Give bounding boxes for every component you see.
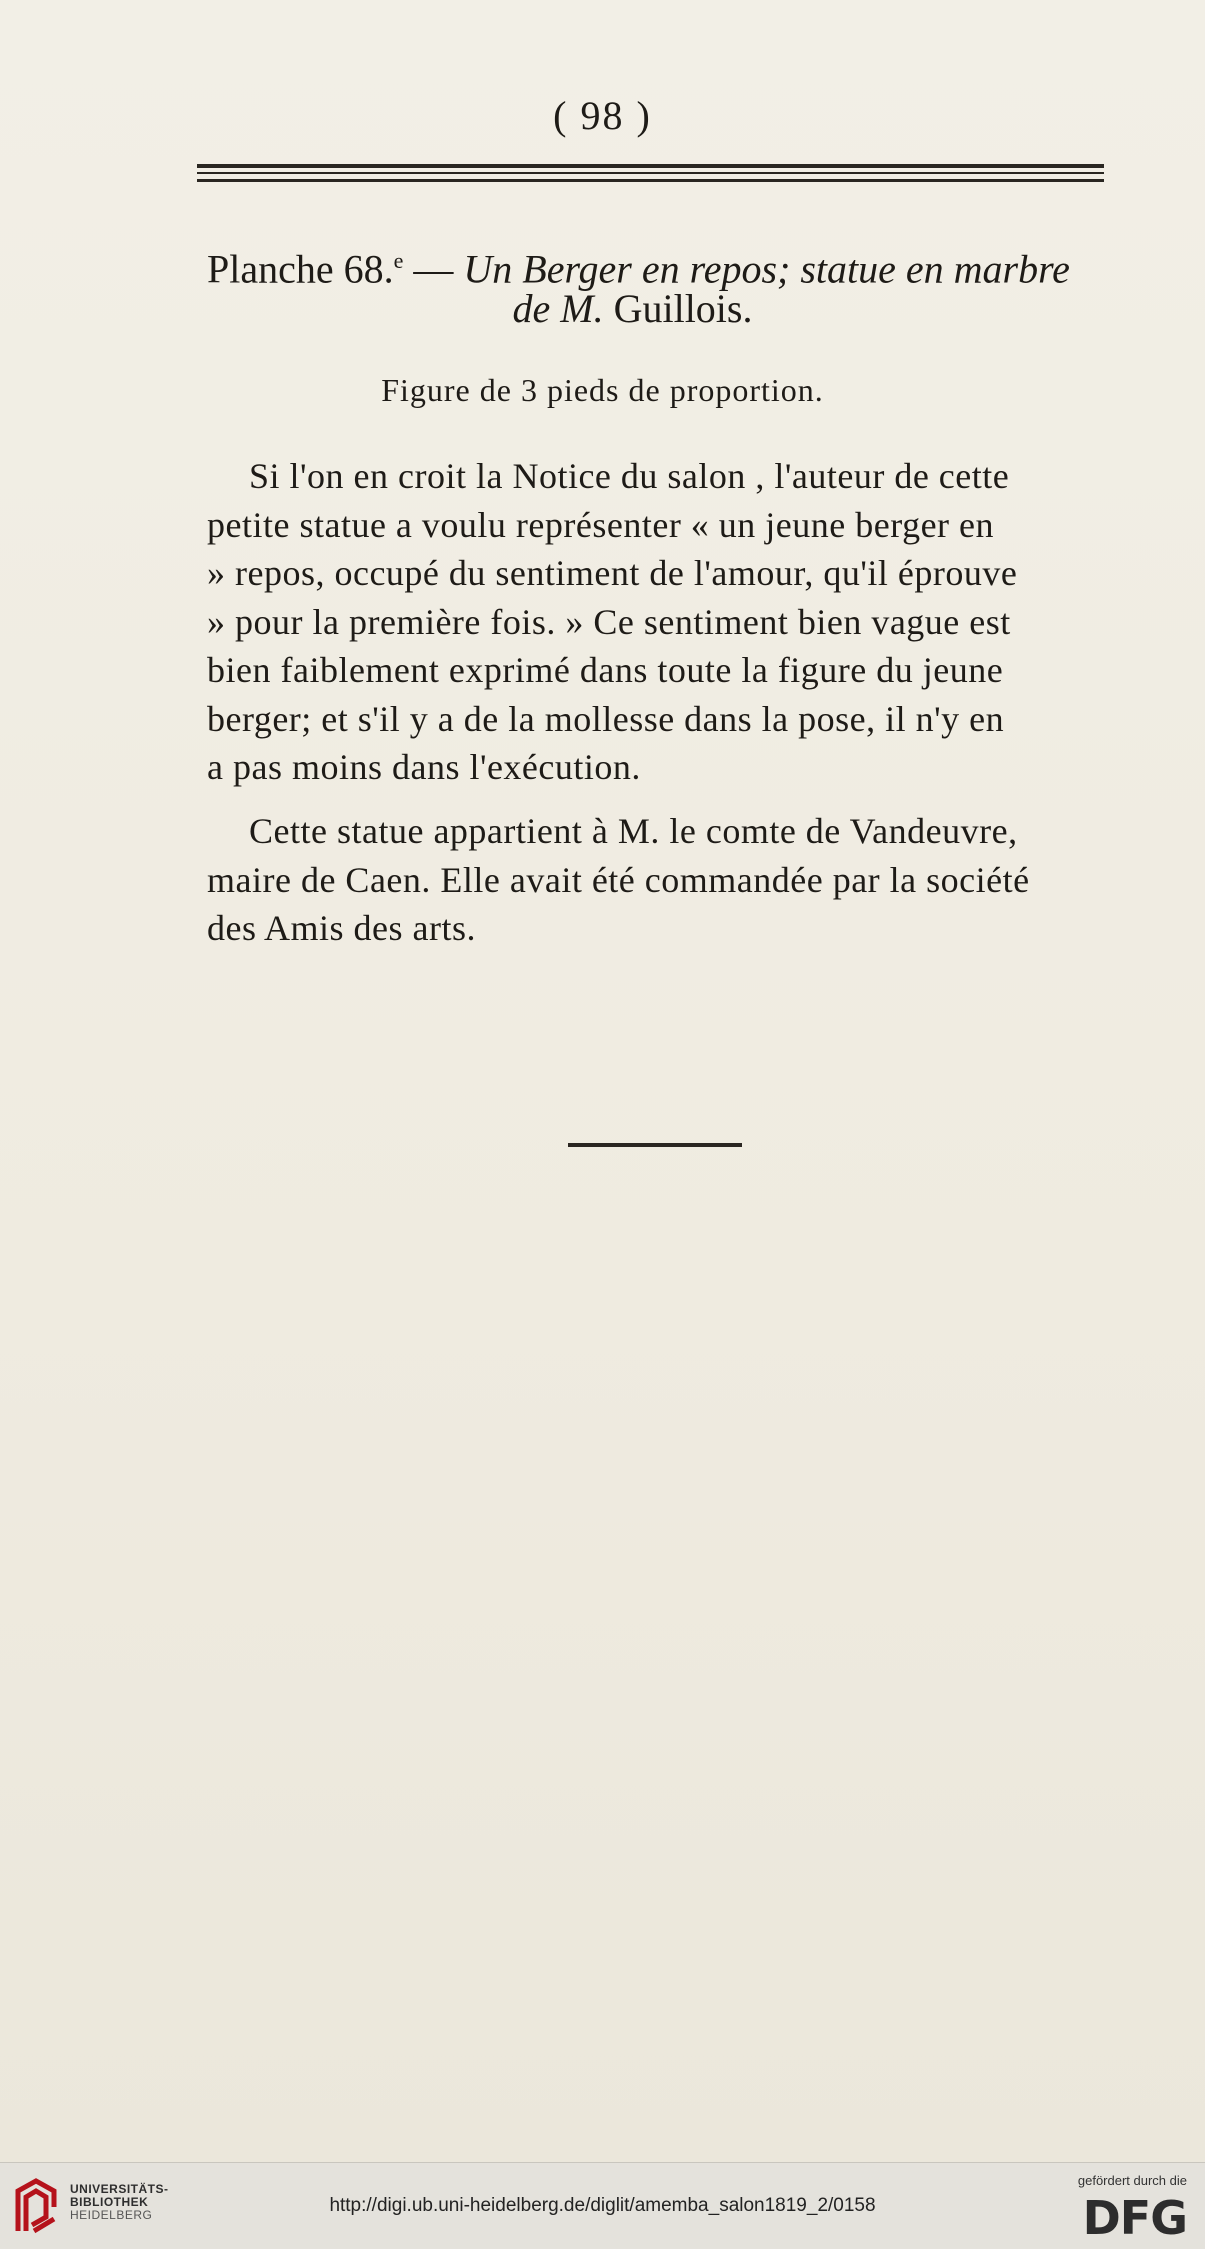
plate-label: Planche 68. xyxy=(207,246,394,292)
dfg-logo: DFG xyxy=(1082,2191,1187,2245)
text-line: berger; et s'il y a de la mollesse dans la pose, il n'y en xyxy=(207,698,1005,739)
plate-superscript: e xyxy=(393,248,404,273)
text-line: maire de Caen. Elle avait été commandée par la société xyxy=(207,859,1030,900)
institution-line-1: UNIVERSITÄTS- xyxy=(70,2182,169,2196)
header-rule-top xyxy=(197,164,1104,168)
page-number: ( 98 ) xyxy=(553,93,652,138)
text-line: Cette statue appartient à M. le comte de Vandeuvre, xyxy=(249,811,1018,851)
text-line: » pour la première fois. » Ce sentiment bien vague est xyxy=(207,601,1011,642)
institution-line-3: HEIDELBERG xyxy=(70,2208,153,2222)
paragraph-2 xyxy=(207,807,1122,953)
funding-note: gefördert durch die xyxy=(1077,2173,1187,2188)
paragraph-1 xyxy=(207,452,1122,792)
header-rule-bottom xyxy=(197,179,1104,182)
institution-line-2: BIBLIOTHEK xyxy=(70,2195,149,2209)
plate-title-artist xyxy=(0,284,1205,334)
viewer-footer xyxy=(0,2162,1205,2249)
text-line: petite statue a voulu représenter « un jeune berger en xyxy=(207,504,995,545)
header-rule-middle xyxy=(197,172,1104,174)
text-line: » repos, occupé du sentiment de l'amour, qu'il éprouve xyxy=(207,553,1018,593)
section-end-rule xyxy=(568,1143,742,1147)
text-line: des Amis des arts. xyxy=(207,908,476,948)
text-line: a pas moins dans l'exécution. xyxy=(207,747,641,787)
permalink-url[interactable]: http://digi.ub.uni-heidelberg.de/diglit/amemba_salon1819_2/0158 xyxy=(329,2195,876,2216)
title-dash: — xyxy=(403,246,464,292)
text-line: bien faiblement exprimé dans toute la figure du jeune xyxy=(207,650,1004,690)
text-line: Si l'on en croit la Notice du salon , l'auteur de cette xyxy=(249,456,1010,496)
artist-name: Guillois. xyxy=(613,286,753,331)
artist-prefix: de M. xyxy=(512,286,604,331)
work-title: Un Berger en repos; statue en marbre xyxy=(463,246,1070,292)
subtitle: Figure de 3 pieds de proportion. xyxy=(381,372,824,408)
